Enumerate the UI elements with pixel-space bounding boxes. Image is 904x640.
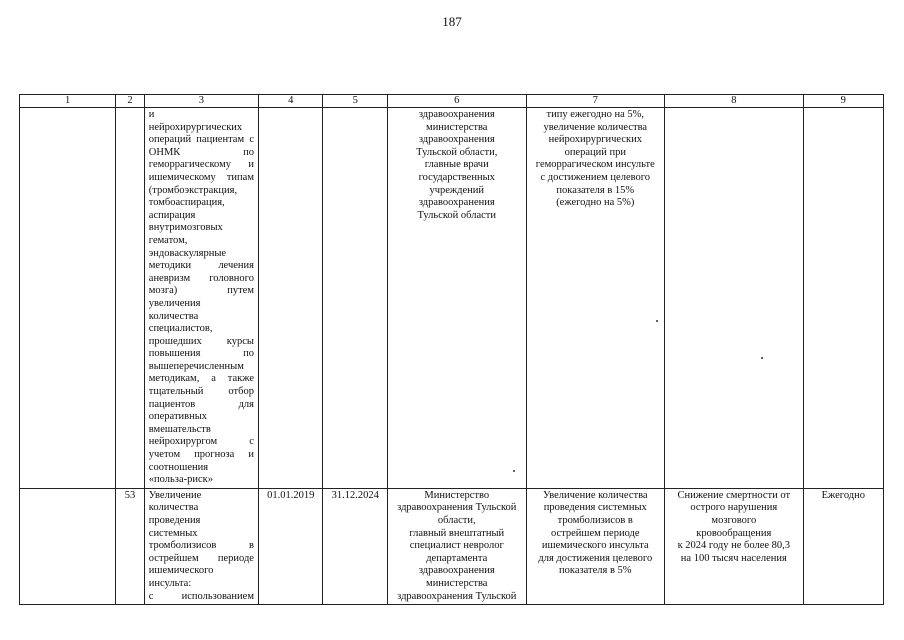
text-line: нейрохирургических (148, 121, 243, 133)
periodicity: Ежегодно (803, 488, 883, 604)
text-line: специалист невролог (409, 540, 504, 552)
text-line: (ежегодно на 5%) (556, 197, 635, 209)
header-cell: 1 (20, 95, 116, 108)
text-line: «польза-риск» (148, 474, 213, 486)
text-line: методики лечения (148, 260, 254, 272)
text-line: геморрагическом инсульте (535, 159, 655, 171)
text-line: гематом, (148, 234, 188, 246)
start-date (258, 108, 323, 489)
text-line: острого нарушения (690, 502, 778, 514)
text-line: проведения системных (543, 502, 647, 514)
text-line: специалистов, (148, 323, 213, 335)
target-indicator (665, 488, 804, 604)
text-line: с использованием (148, 590, 254, 602)
text-line: к 2024 году не более 80,3 (677, 540, 791, 552)
text-line: главный внештатный (409, 527, 505, 539)
text-line: для достижения целевого (538, 552, 653, 564)
text-line: Увеличение (148, 489, 202, 501)
row-number: 53 (116, 488, 145, 604)
text-line: здравоохранения (418, 109, 495, 120)
header-cell: 8 (665, 95, 804, 108)
text-line: соотношения (148, 461, 209, 473)
text-line: проведения (148, 515, 201, 526)
text-line: Увеличение количества (542, 489, 648, 501)
text-line: оперативных (148, 411, 208, 423)
scan-speck (513, 470, 515, 472)
periodicity (803, 108, 883, 489)
text-line: томбоаспирация, (148, 197, 225, 209)
text-line: ишемическому типам (148, 171, 254, 183)
text-line: Министерство (424, 489, 490, 501)
scan-speck (656, 320, 658, 322)
responsible-executors (387, 488, 526, 604)
measure-description (144, 108, 258, 489)
page-number: 187 (442, 14, 462, 29)
text-line: острейшем периоде (148, 552, 254, 564)
text-line: аспирация (148, 209, 196, 221)
text-line: здравоохранения Тульской (397, 502, 517, 514)
text-line: эндоваскулярные (148, 247, 227, 259)
empty-cell (20, 488, 116, 604)
row-number (116, 108, 145, 489)
target-indicator (665, 108, 804, 489)
text-line: ишемического (148, 565, 214, 577)
text-line: на 100 тысяч населения (680, 552, 787, 564)
text-line: типу ежегодно на 5%, (546, 109, 645, 120)
text-line: здравоохранения Тульской (397, 590, 517, 602)
text-line: повышения по (148, 348, 254, 360)
text-line: мозга) путем (148, 285, 254, 297)
text-line: учетом прогноза и (148, 449, 254, 461)
table-row (20, 488, 884, 604)
text-line: ишемического инсульта (541, 540, 649, 552)
text-line: инсульта: (148, 577, 192, 589)
text-line: увеличение количества (543, 121, 648, 133)
text-line: показателя в 15% (556, 184, 635, 196)
header-cell: 2 (116, 95, 145, 108)
text-line: пациентов для (148, 398, 254, 410)
text-line: внутримозговых (148, 222, 223, 234)
text-line: геморрагическому и (148, 159, 254, 171)
text-line: ОНМК по (148, 146, 254, 158)
end-date (323, 108, 388, 489)
text-line: области, (437, 515, 476, 526)
text-line: количества (148, 502, 199, 514)
text-line: здравоохранения (418, 134, 495, 146)
text-line: учреждений (429, 184, 485, 196)
text-line: тромболизисов в (148, 540, 254, 552)
text-line: здравоохранения (418, 197, 495, 209)
empty-cell (20, 108, 116, 489)
text-line: главные врачи (424, 159, 489, 171)
text-line: министерства (426, 577, 488, 589)
end-date: 31.12.2024 (323, 488, 388, 604)
text-line: показателя в 5% (559, 565, 632, 577)
text-line: методикам, а также (148, 373, 254, 385)
text-line: прошедших курсы (148, 335, 254, 347)
start-date: 01.01.2019 (258, 488, 323, 604)
text-line: Тульской области (417, 209, 497, 221)
text-line: Снижение смертности от (677, 489, 791, 501)
header-cell: 3 (144, 95, 258, 108)
text-line: и (148, 109, 155, 120)
expected-result (526, 108, 665, 489)
text-line: с достижением целевого (540, 171, 651, 183)
text-line: нейрохирургических (548, 134, 642, 146)
text-line: операций пациентам с (148, 134, 254, 146)
text-line: операций при (564, 146, 626, 158)
text-line: увеличения (148, 297, 201, 309)
header-cell: 4 (258, 95, 323, 108)
table-row (20, 108, 884, 489)
text-line: (тромбоэкстракция, (148, 184, 238, 196)
responsible-executors (387, 108, 526, 489)
header-cell: 9 (803, 95, 883, 108)
header-cell: 7 (526, 95, 665, 108)
text-line: вышеперечисленным (148, 360, 244, 372)
text-line: тромболизисов в (557, 515, 633, 526)
measure-description (144, 488, 258, 604)
text-line: министерства (426, 121, 488, 133)
text-line: вмешательств (148, 423, 211, 435)
header-cell: 5 (323, 95, 388, 108)
measures-table (19, 94, 884, 605)
header-row (20, 95, 884, 108)
text-line: тщательный отбор (148, 386, 254, 398)
text-line: кровообращения (696, 527, 772, 539)
text-line: системных (148, 527, 198, 539)
text-line: острейшем периоде (551, 527, 640, 539)
scan-speck (761, 357, 763, 359)
expected-result (526, 488, 665, 604)
text-line: департамента (426, 552, 488, 564)
text-line: аневризм головного (148, 272, 254, 284)
text-line: Тульской области, (416, 146, 498, 158)
text-line: количества (148, 310, 199, 322)
text-line: здравоохранения (418, 565, 495, 577)
text-line: нейрохирургом с (148, 436, 254, 448)
text-line: государственных (418, 171, 495, 183)
header-cell: 6 (387, 95, 526, 108)
text-line: мозгового (711, 515, 757, 526)
